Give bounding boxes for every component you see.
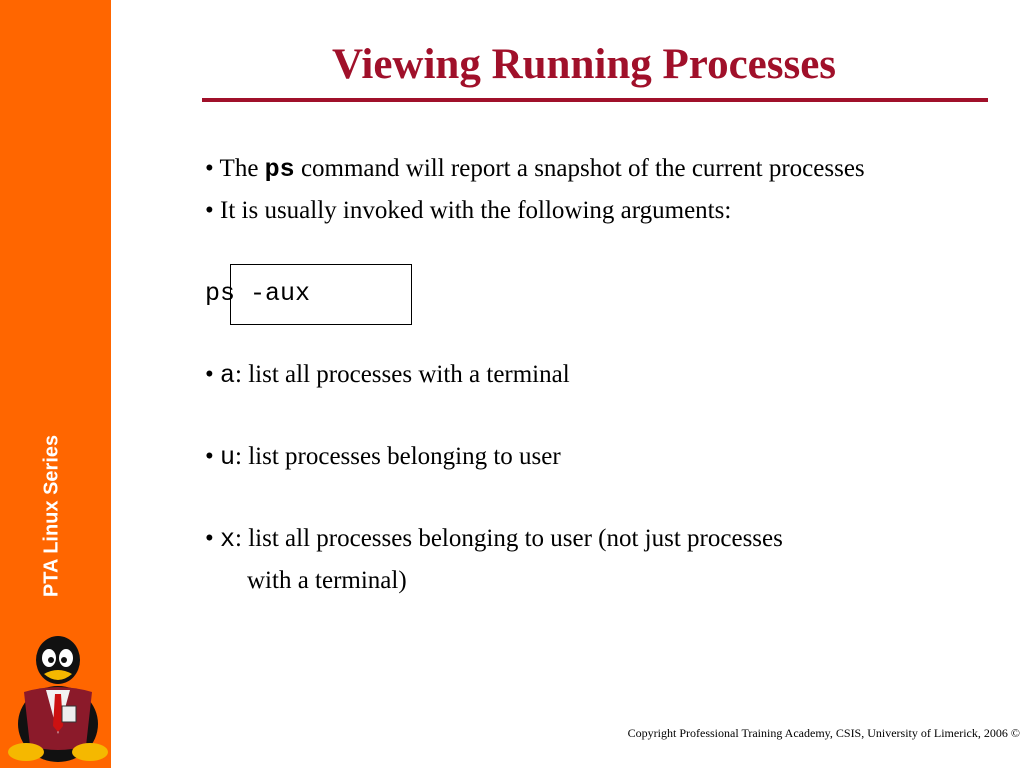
option-x-code: x xyxy=(220,525,236,554)
bullet-prefix: • The xyxy=(205,155,265,182)
option-u-text: : list processes belonging to user xyxy=(235,443,561,470)
bullet-option-a xyxy=(205,361,570,390)
sidebar xyxy=(0,0,111,768)
command-example: ps -aux xyxy=(205,279,311,308)
bullet-prefix: • xyxy=(205,443,221,470)
bullet-ps-description xyxy=(205,155,865,184)
option-a-code: a xyxy=(220,361,236,390)
bullet-option-u xyxy=(205,443,561,472)
option-x-text: : list all processes belonging to user (not just processes xyxy=(235,525,783,552)
title-underline xyxy=(202,98,988,102)
option-x-continuation: with a terminal) xyxy=(247,567,407,594)
tux-penguin-logo xyxy=(6,628,110,764)
series-label: PTA Linux Series xyxy=(40,434,63,598)
slide-title: Viewing Running Processes xyxy=(331,41,837,88)
copyright-footer: Copyright Professional Training Academy, CSIS, University of Limerick, 2006 © xyxy=(627,726,1020,740)
bullet-usage: • It is usually invoked with the following arguments: xyxy=(205,197,732,224)
bullet-prefix: • xyxy=(205,361,221,388)
option-a-text: : list all processes with a terminal xyxy=(235,361,570,388)
bullet-option-x xyxy=(205,525,783,554)
bullet-text: command will report a snapshot of the current processes xyxy=(294,155,865,182)
option-u-code: u xyxy=(220,443,236,472)
bullet-prefix: • xyxy=(205,525,221,552)
ps-code: ps xyxy=(264,155,295,184)
